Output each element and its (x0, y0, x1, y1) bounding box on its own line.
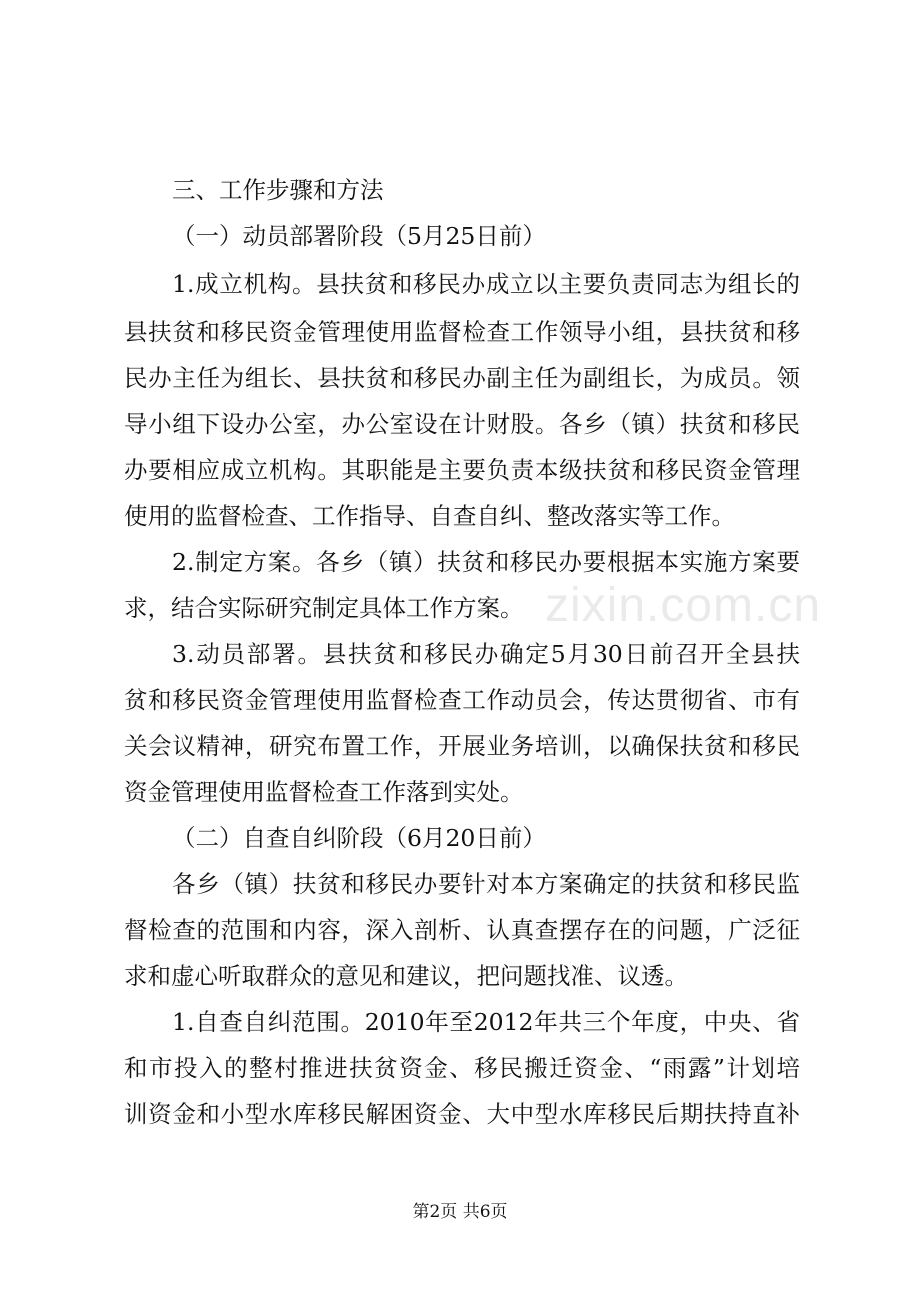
paragraph-line: 县扶贫和移民资金管理使用监督检查工作领导小组，县扶贫和移 (124, 318, 800, 346)
paragraph-line: 导小组下设办公室，办公室设在计财股。各乡（镇）扶贫和移民 (124, 410, 800, 438)
paragraph-line: 1.自查自纠范围。2010年至2012年共三个年度，中央、省 (172, 1008, 800, 1036)
paragraph-line: 2.制定方案。各乡（镇）扶贫和移民办要根据本实施方案要 (172, 548, 800, 576)
paragraph-line: 关会议精神，研究布置工作，开展业务培训，以确保扶贫和移民 (124, 732, 800, 760)
paragraph-line: 贫和移民资金管理使用监督检查工作动员会，传达贯彻省、市有 (124, 686, 800, 714)
paragraph-line: 各乡（镇）扶贫和移民办要针对本方案确定的扶贫和移民监 (172, 870, 800, 898)
section-heading (0, 168, 920, 212)
paragraph-line: 督检查的范围和内容，深入剖析、认真查摆存在的问题，广泛征 (124, 916, 800, 944)
paragraph-line: 3.动员部署。县扶贫和移民办确定5月30日前召开全县扶 (172, 640, 800, 668)
text-line: 三、工作步骤和方法 (172, 176, 384, 204)
page-footer: 第2页 共6页 (412, 1202, 508, 1222)
paragraph-line: 和市投入的整村推进扶贫资金、移民搬迁资金、“雨露”计划培 (124, 1054, 800, 1082)
paragraph-line: 民办主任为组长、县扶贫和移民办副主任为副组长，为成员。领 (124, 364, 800, 392)
watermark: zixin.com.cn (545, 579, 822, 632)
paragraph-line: 办要相应成立机构。其职能是主要负责本级扶贫和移民资金管理 (124, 456, 800, 484)
subsection-heading: （二）自查自纠阶段（6月20日前） (172, 824, 546, 852)
paragraph-line: 使用的监督检查、工作指导、自查自纠、整改落实等工作。 (124, 502, 735, 530)
subsection-heading (0, 214, 920, 258)
paragraph-line: 资金管理使用监督检查工作落到实处。 (124, 778, 524, 806)
paragraph-line: 训资金和小型水库移民解困资金、大中型水库移民后期扶持直补 (124, 1100, 800, 1128)
paragraph-line: 1.成立机构。县扶贫和移民办成立以主要负责同志为组长的 (172, 270, 800, 298)
paragraph-line: 求和虚心听取群众的意见和建议，把问题找准、议透。 (124, 962, 688, 990)
paragraph-line: 求，结合实际研究制定具体工作方案。 (124, 594, 524, 622)
text-line: （一）动员部署阶段（5月25日前） (172, 222, 546, 250)
